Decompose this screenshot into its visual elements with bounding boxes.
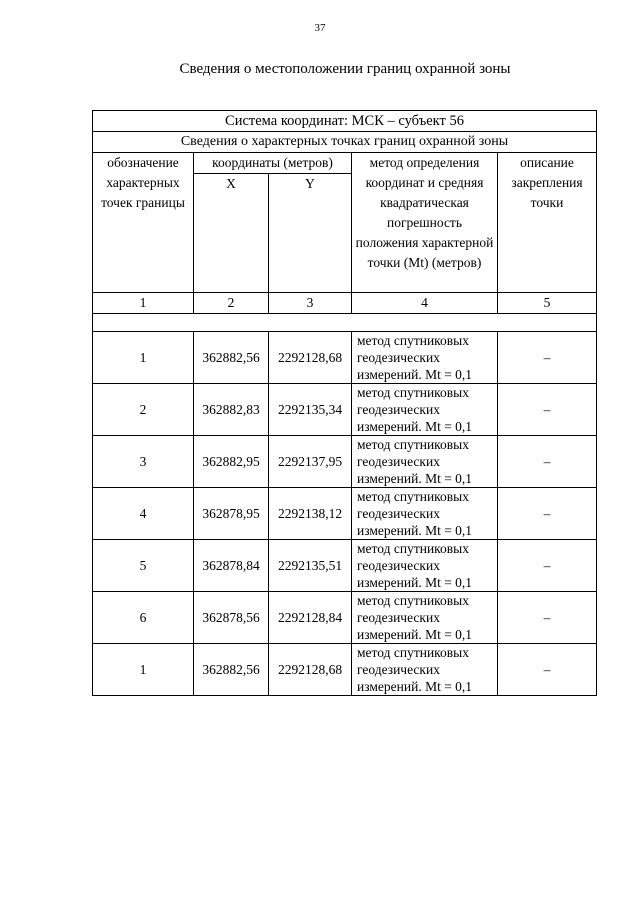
column-number: 4 [352,293,498,314]
header-y: Y [269,174,352,293]
table-row [93,436,597,488]
cell-y: 2292128,84 [269,592,352,644]
table-row [93,488,597,540]
header-x: X [194,174,269,293]
cell-point: 1 [93,332,194,384]
cell-x: 362882,83 [194,384,269,436]
cell-y: 2292137,95 [269,436,352,488]
subheader-cell: Сведения о характерных точках границ охранной зоны [93,132,597,153]
cell-point: 5 [93,540,194,592]
table-row [93,540,597,592]
cell-fixing: – [498,488,597,540]
header-point: обозначение характерных точек границы [93,153,194,293]
cell-fixing: – [498,540,597,592]
spacer-cell [93,314,597,332]
column-number: 2 [194,293,269,314]
cell-method: метод спутниковых геодезических измерений. Mt = 0,1 [352,540,498,592]
document-title: Сведения о местоположении границ охранной зоны [179,61,511,77]
header-fixing: описание закрепления точки [498,153,597,293]
cell-x: 362882,56 [194,644,269,696]
cell-y: 2292128,68 [269,332,352,384]
cell-x: 362882,95 [194,436,269,488]
cell-fixing: – [498,644,597,696]
cell-method: метод спутниковых геодезических измерений. Mt = 0,1 [352,644,498,696]
column-number-row [93,293,597,314]
cell-point: 4 [93,488,194,540]
cell-method: метод спутниковых геодезических измерений. Mt = 0,1 [352,384,498,436]
cell-y: 2292138,12 [269,488,352,540]
cell-method: метод спутниковых геодезических измерений. Mt = 0,1 [352,436,498,488]
cell-y: 2292135,51 [269,540,352,592]
table-row [93,332,597,384]
coordinate-system-cell: Система координат: МСК – субъект 56 [93,111,597,132]
table-row [93,592,597,644]
subheader-row [93,132,597,153]
cell-y: 2292128,68 [269,644,352,696]
coordinate-system-row [93,111,597,132]
cell-method: метод спутниковых геодезических измерений. Mt = 0,1 [352,592,498,644]
cell-fixing: – [498,436,597,488]
column-number: 1 [93,293,194,314]
column-header-row [93,153,597,174]
cell-fixing: – [498,384,597,436]
boundary-points-table [92,110,597,696]
cell-point: 6 [93,592,194,644]
table-row [93,384,597,436]
table-row [93,644,597,696]
cell-x: 362878,95 [194,488,269,540]
cell-method: метод спутниковых геодезических измерений. Mt = 0,1 [352,332,498,384]
header-coordinates: координаты (метров) [194,153,352,174]
cell-fixing: – [498,332,597,384]
cell-point: 3 [93,436,194,488]
column-number: 5 [498,293,597,314]
cell-point: 1 [93,644,194,696]
cell-method: метод спутниковых геодезических измерений. Mt = 0,1 [352,488,498,540]
spacer-row [93,314,597,332]
page-number: 37 [314,22,326,34]
cell-x: 362878,56 [194,592,269,644]
cell-fixing: – [498,592,597,644]
cell-point: 2 [93,384,194,436]
cell-y: 2292135,34 [269,384,352,436]
column-number: 3 [269,293,352,314]
cell-x: 362882,56 [194,332,269,384]
header-method: метод определения координат и средняя квадратическая погрешность положения характерной точки (Mt) (метров) [352,153,498,293]
cell-x: 362878,84 [194,540,269,592]
